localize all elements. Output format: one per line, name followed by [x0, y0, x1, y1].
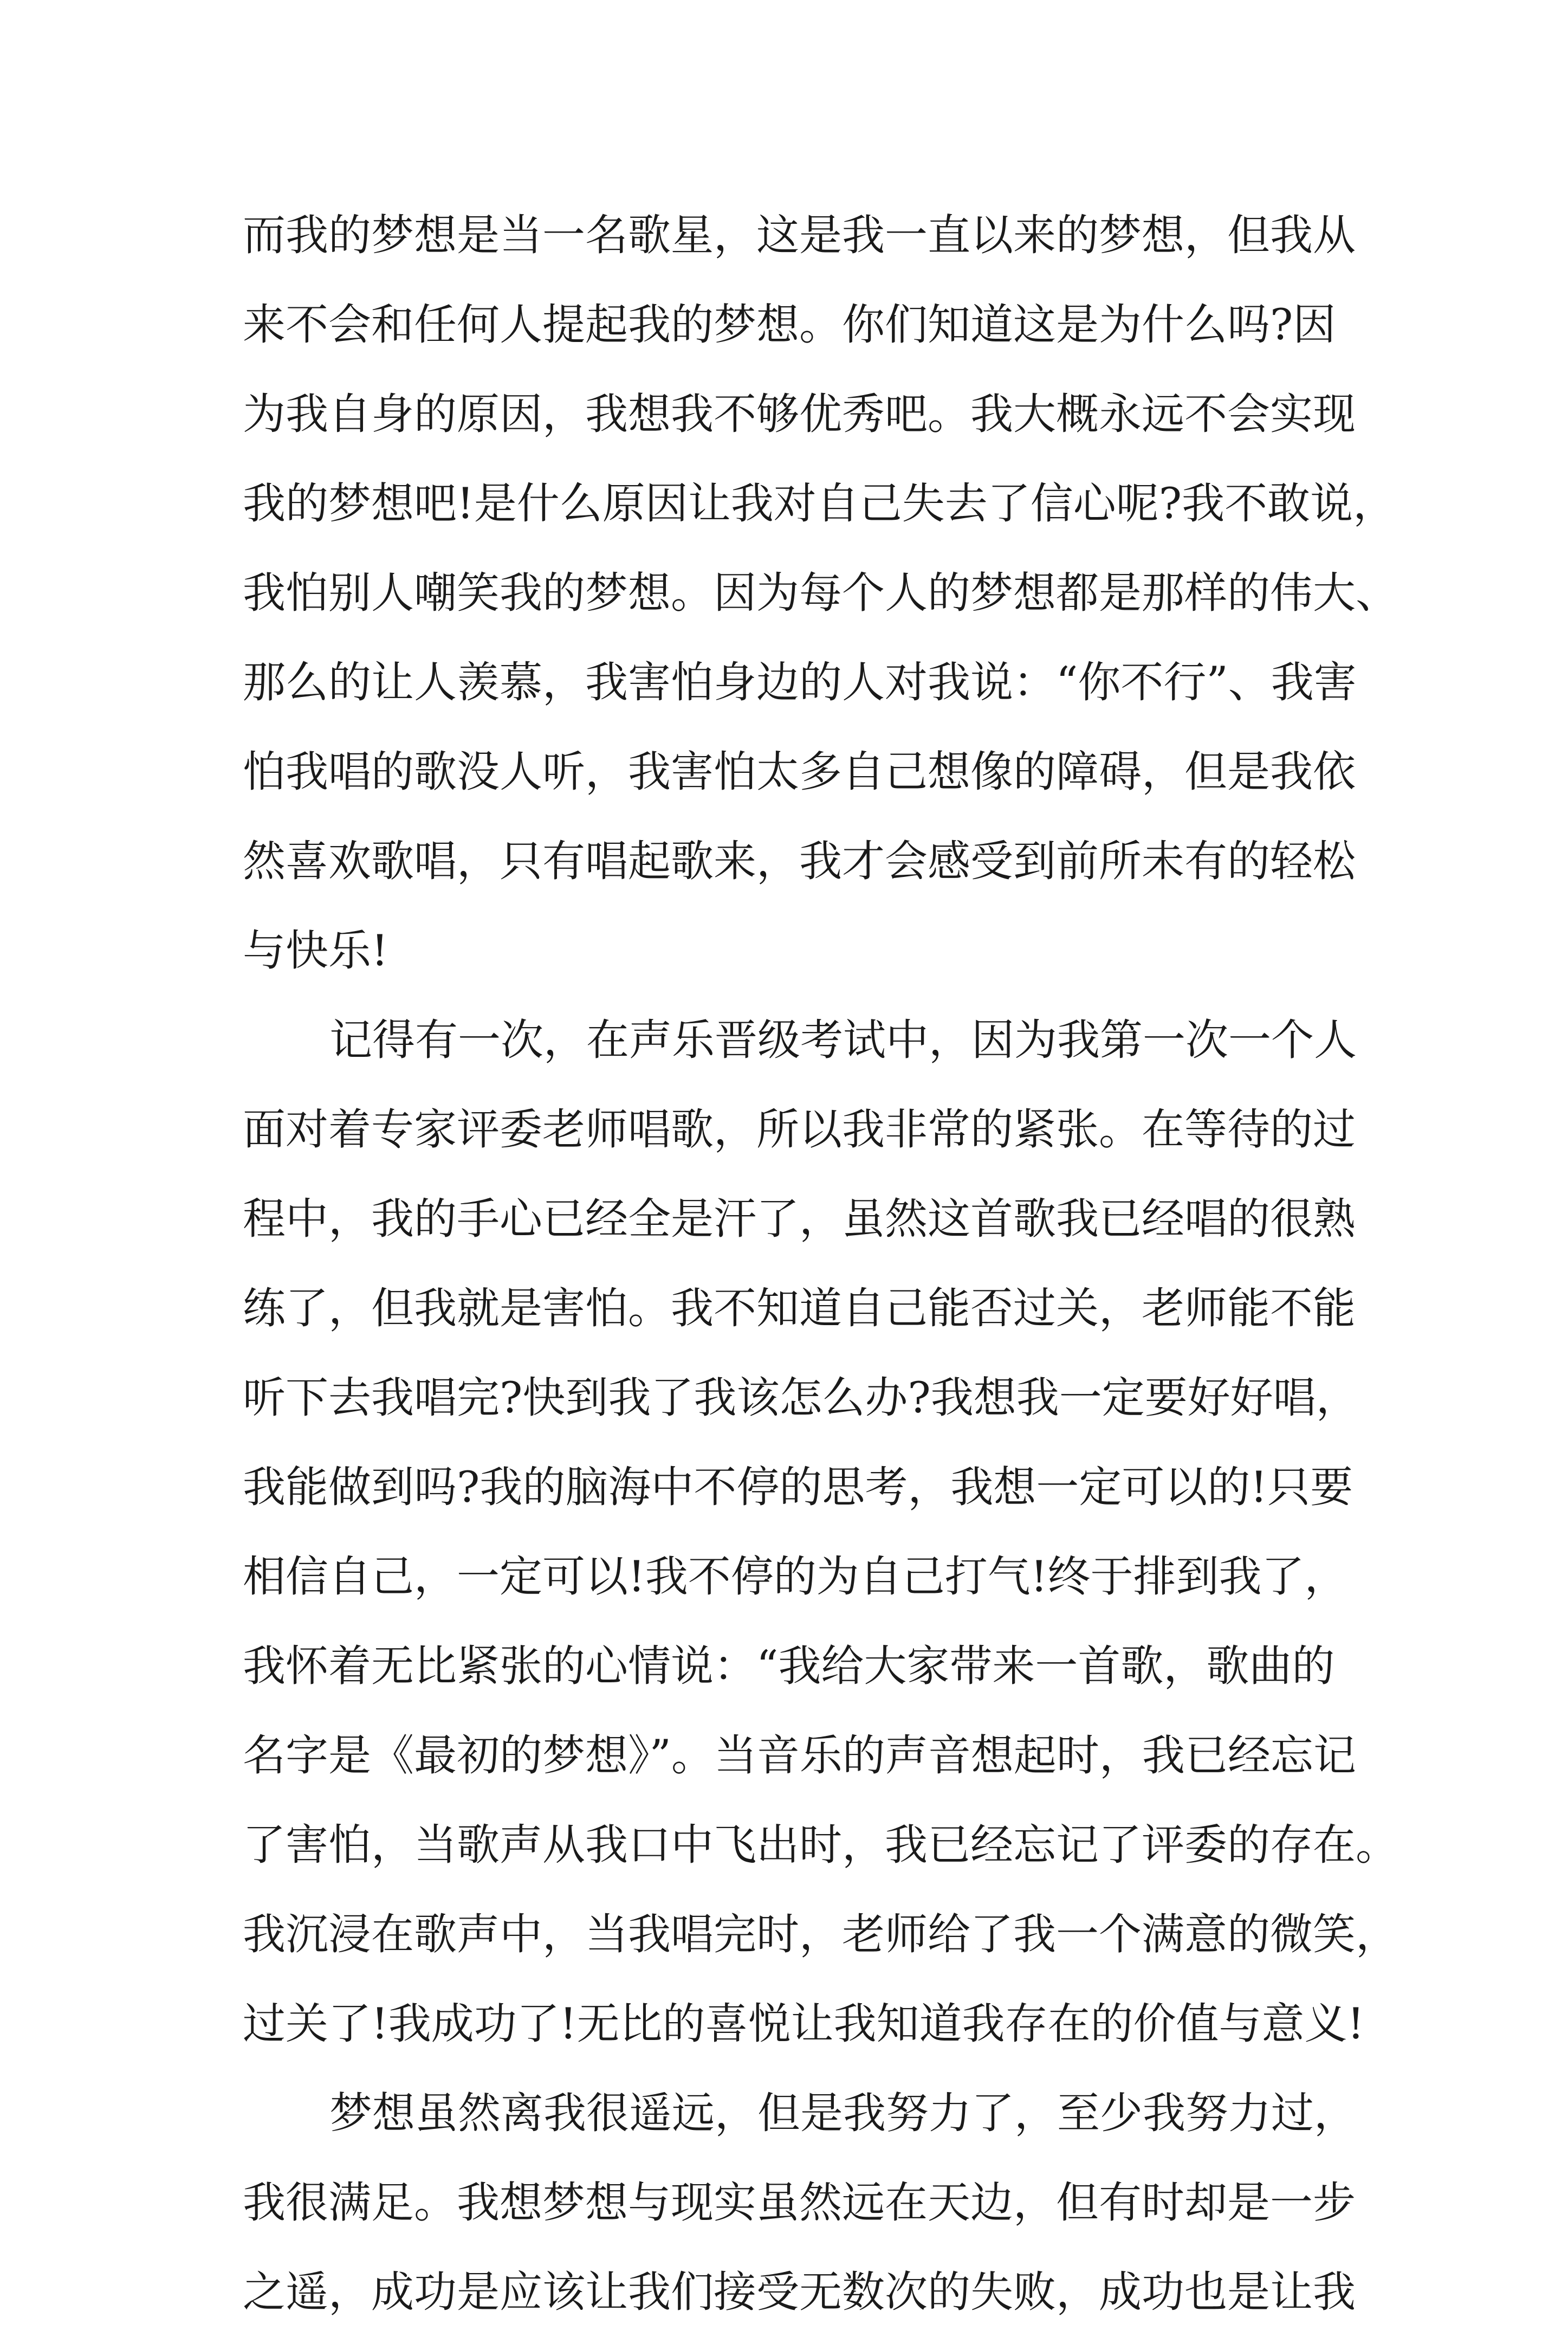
text-line: 我的梦想吧!是什么原因让我对自己失去了信心呢?我不敢说，: [243, 479, 1396, 528]
text-line: 然喜欢歌唱，只有唱起歌来，我才会感受到前所未有的轻松: [243, 836, 1356, 886]
text-line: 我怕别人嘲笑我的梦想。因为每个人的梦想都是那样的伟大、: [243, 568, 1398, 618]
text-line: 我沉浸在歌声中，当我唱完时，老师给了我一个满意的微笑，: [243, 1909, 1398, 1959]
text-line: 了害怕，当歌声从我口中飞出时，我已经忘记了评委的存在。: [243, 1820, 1398, 1870]
text-line: 那么的让人羡慕，我害怕身边的人对我说：“你不行”、我害: [243, 657, 1357, 707]
text-line: 我怀着无比紧张的心情说：“我给大家带来一首歌，歌曲的: [243, 1641, 1335, 1691]
text-line: 怕我唱的歌没人听，我害怕太多自己想像的障碍，但是我依: [243, 747, 1356, 797]
text-line: 相信自己，一定可以!我不停的为自己打气!终于排到我了，: [243, 1552, 1347, 1602]
text-line: 我能做到吗?我的脑海中不停的思考，我想一定可以的!只要: [243, 1462, 1353, 1512]
text-line: 过关了!我成功了!无比的喜悦让我知道我存在的价值与意义!: [243, 1999, 1365, 2049]
text-line: 我很满足。我想梦想与现实虽然远在天边，但有时却是一步: [243, 2178, 1356, 2228]
text-line: 与快乐!: [243, 926, 388, 976]
text-line: 练了，但我就是害怕。我不知道自己能否过关，老师能不能: [243, 1283, 1356, 1333]
text-line: 梦想虽然离我很遥远，但是我努力了，至少我努力过，: [329, 2088, 1357, 2138]
text-line: 听下去我唱完?快到我了我该怎么办?我想我一定要好好唱，: [243, 1373, 1359, 1423]
text-line: 来不会和任何人提起我的梦想。你们知道这是为什么吗?因: [243, 300, 1336, 350]
text-line: 之遥，成功是应该让我们接受无数次的失败，成功也是让我: [243, 2267, 1356, 2317]
text-line: 程中，我的手心已经全是汗了，虽然这首歌我已经唱的很熟: [243, 1194, 1356, 1244]
text-line: 为我自身的原因，我想我不够优秀吧。我大概永远不会实现: [243, 389, 1356, 439]
body-text: [243, 191, 1398, 2337]
text-line: 而我的梦想是当一名歌星，这是我一直以来的梦想，但我从: [243, 210, 1356, 260]
text-line: 记得有一次，在声乐晋级考试中，因为我第一次一个人: [329, 1015, 1357, 1065]
text-line: 面对着专家评委老师唱歌，所以我非常的紧张。在等待的过: [243, 1105, 1356, 1154]
text-line: 名字是《最初的梦想》”。当音乐的声音想起时，我已经忘记: [243, 1731, 1356, 1780]
